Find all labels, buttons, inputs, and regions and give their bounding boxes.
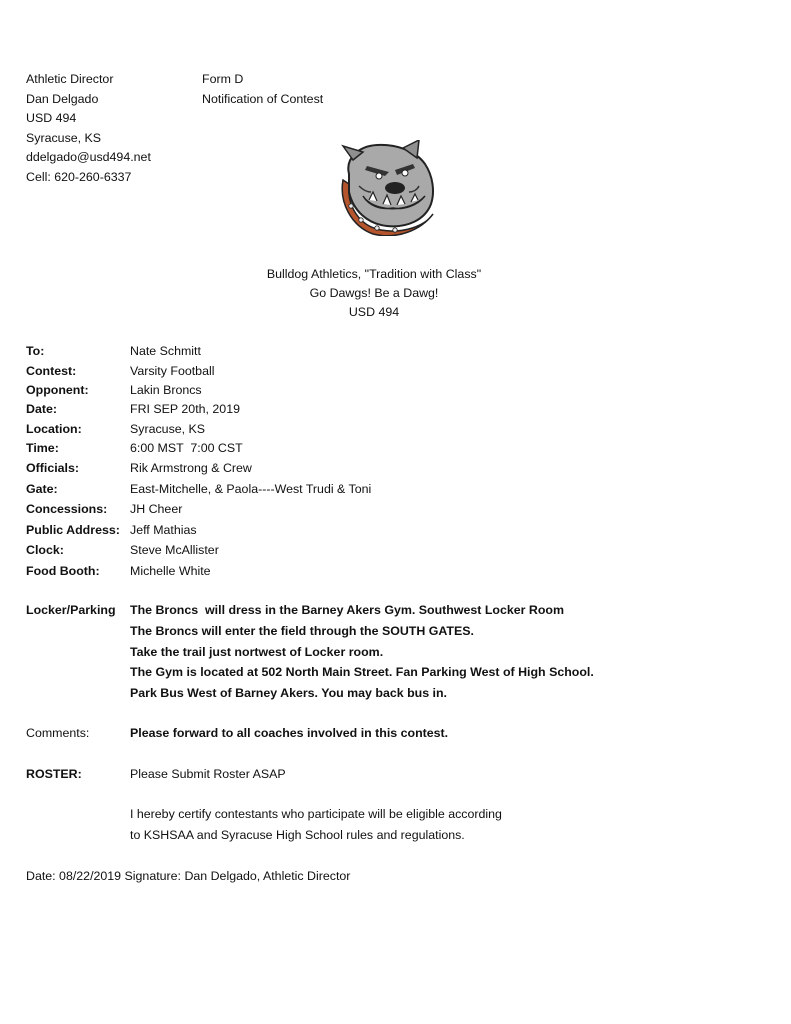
form-title: Notification of Contest (202, 92, 324, 106)
form-id: Form D (202, 72, 244, 86)
sender-name: Dan Delgado (26, 92, 99, 106)
field-label-to: To: (26, 344, 45, 358)
field-value-food-booth: Michelle White (130, 564, 211, 578)
roster-label: ROSTER: (26, 767, 82, 781)
tagline-district: USD 494 (348, 305, 400, 319)
locker-line-3: Take the trail just nortwest of Locker room. (130, 645, 384, 659)
field-value-date: FRI SEP 20th, 2019 (130, 402, 240, 416)
sender-email: ddelgado@usd494.net (26, 150, 151, 164)
field-label-gate: Gate: (26, 482, 58, 496)
field-value-gate: East-Mitchelle, & Paola----West Trudi & Toni (130, 482, 372, 496)
locker-line-4: The Gym is located at 502 North Main Street. Fan Parking West of High School. (130, 665, 594, 679)
field-label-officials: Officials: (26, 461, 80, 475)
field-value-to: Nate Schmitt (130, 344, 201, 358)
bulldog-mascot-icon (333, 140, 439, 236)
field-value-public-address: Jeff Mathias (130, 523, 197, 537)
signature-line: Date: 08/22/2019 Signature: Dan Delgado, Athletic Director (26, 869, 351, 883)
field-label-concessions: Concessions: (26, 502, 108, 516)
locker-label: Locker/Parking (26, 603, 116, 617)
field-value-clock: Steve McAllister (130, 543, 219, 557)
field-label-contest: Contest: (26, 364, 77, 378)
sender-cell: Cell: 620-260-6337 (26, 170, 132, 184)
field-value-opponent: Lakin Broncs (130, 383, 202, 397)
tagline-cheer: Go Dawgs! Be a Dawg! (309, 286, 439, 300)
field-label-clock: Clock: (26, 543, 64, 557)
comments-label: Comments: (26, 726, 90, 740)
field-label-location: Location: (26, 422, 82, 436)
sender-title: Athletic Director (26, 72, 114, 86)
comments-text: Please forward to all coaches involved in this contest. (130, 726, 449, 740)
locker-line-2: The Broncs will enter the field through the SOUTH GATES. (130, 624, 474, 638)
certify-line-2: to KSHSAA and Syracuse High School rules and regulations. (130, 828, 465, 842)
field-value-contest: Varsity Football (130, 364, 215, 378)
sender-district: USD 494 (26, 111, 77, 125)
field-value-officials: Rik Armstrong & Crew (130, 461, 252, 475)
tagline-motto: Bulldog Athletics, "Tradition with Class" (266, 267, 482, 281)
certify-line-1: I hereby certify contestants who participate will be eligible according (130, 807, 502, 821)
locker-line-1: The Broncs will dress in the Barney Akers Gym. Southwest Locker Room (130, 603, 565, 617)
field-label-time: Time: (26, 441, 59, 455)
field-label-date: Date: (26, 402, 57, 416)
field-value-concessions: JH Cheer (130, 502, 183, 516)
field-label-food-booth: Food Booth: (26, 564, 100, 578)
sender-city: Syracuse, KS (26, 131, 102, 145)
field-label-public-address: Public Address: (26, 523, 120, 537)
field-value-time: 6:00 MST 7:00 CST (130, 441, 243, 455)
field-label-opponent: Opponent: (26, 383, 89, 397)
field-value-location: Syracuse, KS (130, 422, 206, 436)
locker-line-5: Park Bus West of Barney Akers. You may back bus in. (130, 686, 447, 700)
roster-text: Please Submit Roster ASAP (130, 767, 286, 781)
